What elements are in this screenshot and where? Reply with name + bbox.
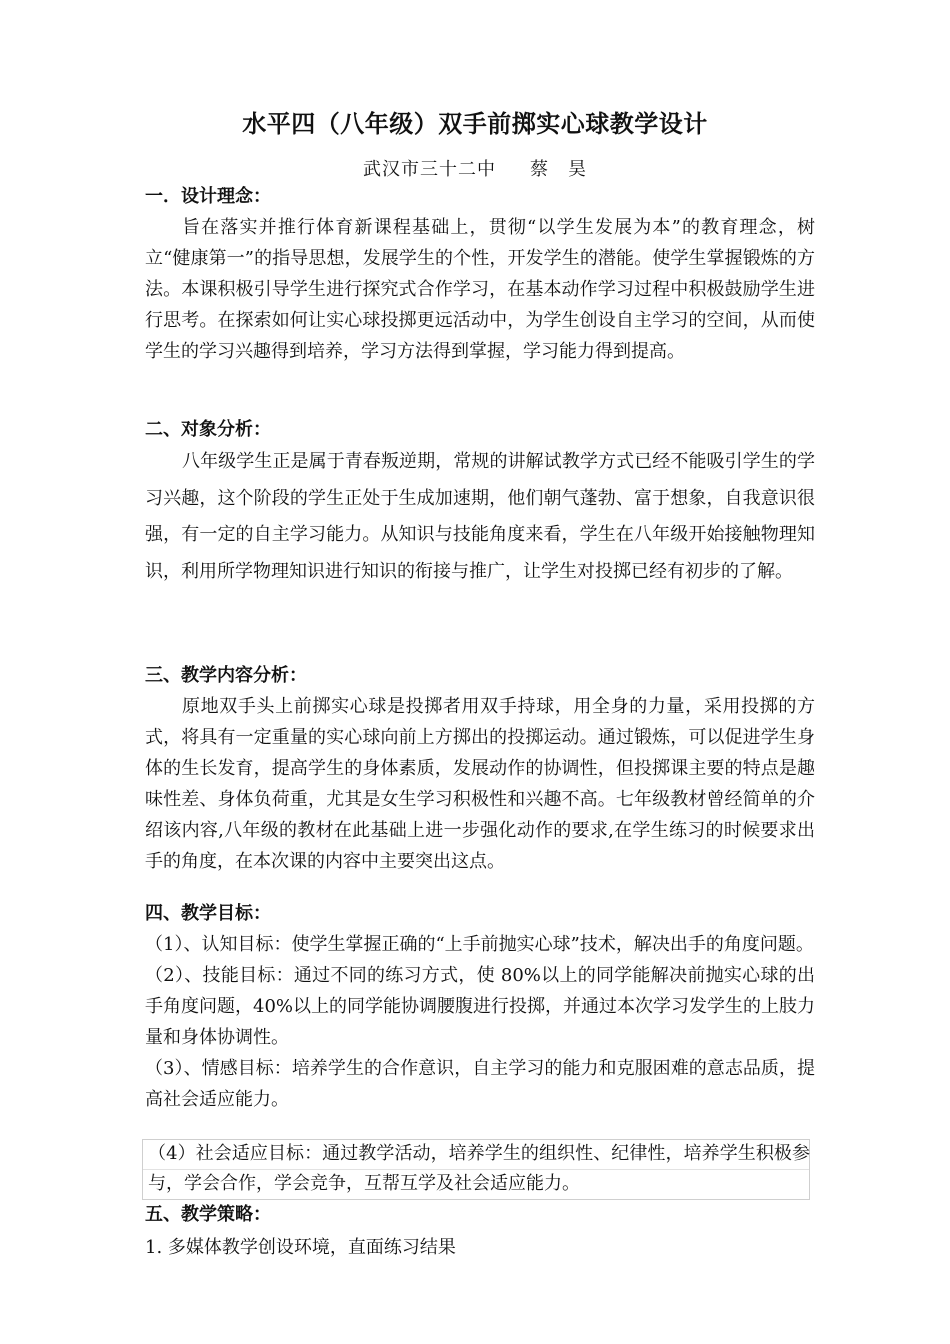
section-object-analysis <box>145 416 815 590</box>
author-line <box>0 155 950 181</box>
author-name: 蔡 昊 <box>530 159 587 180</box>
section-design-concept <box>145 183 815 367</box>
document-title: 水平四（八年级）双手前掷实心球教学设计 <box>242 109 708 138</box>
goal-cognitive: （1）、认知目标：使学生掌握正确的“上手前抛实心球”技术，解决出手的角度问题。 <box>145 934 814 955</box>
goal-skill: （2）、技能目标：通过不同的练习方式，使 80%以上的同学能解决前抛实心球的出手角度问题，40%以上的同学能协调腰腹进行投掷，并通过本次学习发学生的上肢力量和身体协调性。 <box>145 965 816 1048</box>
author-school: 武汉市三十二中 <box>363 159 496 180</box>
section-heading: 四、教学目标： <box>145 903 271 924</box>
section-heading: 五、教学策略： <box>145 1204 271 1225</box>
section-paragraph: 原地双手头上前掷实心球是投掷者用双手持球，用全身的力量，采用投掷的方式，将具有一定重量的实心球向前上方掷出的投掷运动。通过锻炼，可以促进学生身体的生长发育，提高学生的身体素质，发展动作的协调性，但投掷课主要的特点是趣味性差、身体负荷重，尤其是女生学习积极性和兴趣不高。七年级教材曾经简单的介绍该内容,八年级的教材在此基础上进一步强化动作的要求,在学生练习的时候要求出手的角度，在本次课的内容中主要突出这点。 <box>145 696 815 872</box>
section-teaching-strategy <box>145 1201 815 1263</box>
section-paragraph: 八年级学生正是属于青春叛逆期，常规的讲解试教学方式已经不能吸引学生的学习兴趣，这个阶段的学生正处于生成加速期，他们朝气蓬勃、富于想象，自我意识很强，有一定的自主学习能力。从知识与技能角度来看，学生在八年级开始接触物理知识，利用所学物理知识进行知识的衔接与推广，让学生对投掷已经有初步的了解。 <box>145 451 815 582</box>
strategy-item: 1. 多媒体教学创设环境，直面练习结果 <box>145 1237 456 1258</box>
section-content-analysis <box>145 662 815 877</box>
section-heading: 一．设计理念： <box>145 186 271 207</box>
goal-affective: （3）、情感目标：培养学生的合作意识，自主学习的能力和克服困难的意志品质，提高社会适应能力。 <box>145 1058 815 1110</box>
section-heading: 三、教学内容分析： <box>145 665 307 686</box>
section-heading: 二、对象分析： <box>145 419 271 440</box>
section-paragraph: 旨在落实并推行体育新课程基础上，贯彻“以学生发展为本”的教育理念，树立“健康第一”的指导思想，发展学生的个性，开发学生的潜能。使学生掌握锻炼的方法。本课积极引导学生进行探究式合作学习，在基本动作学习过程中积极鼓励学生进行思考。在探索如何让实心球投掷更远活动中，为学生创设自主学习的空间，从而使学生的学习兴趣得到培养，学习方法得到掌握，学习能力得到提高。 <box>145 217 815 362</box>
goal-social: （4）社会适应目标：通过教学活动，培养学生的组织性、纪律性，培养学生积极参与，学会合作，学会竞争，互帮互学及社会适应能力。 <box>148 1143 810 1194</box>
section-teaching-goals <box>145 900 815 1115</box>
